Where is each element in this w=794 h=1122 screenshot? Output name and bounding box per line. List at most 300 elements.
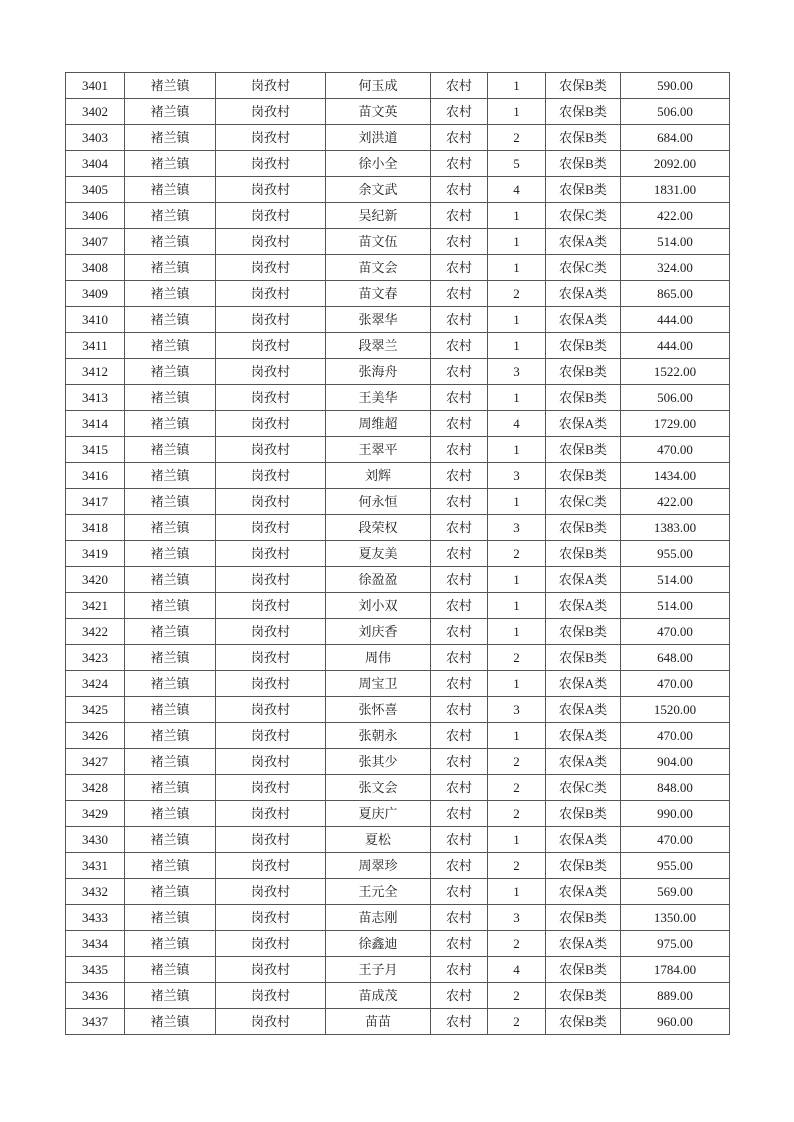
cell-town: 褚兰镇 (125, 853, 216, 879)
cell-village: 岗孜村 (216, 671, 326, 697)
table-row (66, 749, 730, 775)
table-row (66, 359, 730, 385)
cell-amount: 514.00 (621, 567, 730, 593)
cell-amount: 889.00 (621, 983, 730, 1009)
cell-name: 徐鑫迪 (326, 931, 431, 957)
cell-town: 褚兰镇 (125, 437, 216, 463)
cell-insurance_category: 农保B类 (546, 437, 621, 463)
cell-insurance_category: 农保A类 (546, 749, 621, 775)
cell-town: 褚兰镇 (125, 203, 216, 229)
cell-amount: 975.00 (621, 931, 730, 957)
cell-residence_type: 农村 (431, 567, 488, 593)
cell-residence_type: 农村 (431, 541, 488, 567)
cell-village: 岗孜村 (216, 359, 326, 385)
cell-insurance_category: 农保A类 (546, 879, 621, 905)
table-row (66, 567, 730, 593)
cell-residence_type: 农村 (431, 697, 488, 723)
cell-name: 徐盈盈 (326, 567, 431, 593)
cell-serial: 3415 (66, 437, 125, 463)
cell-residence_type: 农村 (431, 619, 488, 645)
cell-town: 褚兰镇 (125, 333, 216, 359)
cell-name: 王元全 (326, 879, 431, 905)
cell-town: 褚兰镇 (125, 73, 216, 99)
cell-serial: 3406 (66, 203, 125, 229)
table-row (66, 931, 730, 957)
cell-name: 苗文会 (326, 255, 431, 281)
cell-name: 苗文春 (326, 281, 431, 307)
cell-amount: 422.00 (621, 203, 730, 229)
cell-town: 褚兰镇 (125, 99, 216, 125)
cell-amount: 1350.00 (621, 905, 730, 931)
cell-amount: 1522.00 (621, 359, 730, 385)
cell-person_count: 2 (488, 281, 546, 307)
table-row (66, 99, 730, 125)
cell-serial: 3410 (66, 307, 125, 333)
cell-person_count: 4 (488, 177, 546, 203)
cell-person_count: 2 (488, 749, 546, 775)
cell-amount: 904.00 (621, 749, 730, 775)
cell-residence_type: 农村 (431, 359, 488, 385)
cell-amount: 470.00 (621, 723, 730, 749)
cell-village: 岗孜村 (216, 541, 326, 567)
cell-serial: 3413 (66, 385, 125, 411)
cell-town: 褚兰镇 (125, 957, 216, 983)
cell-serial: 3405 (66, 177, 125, 203)
cell-insurance_category: 农保A类 (546, 307, 621, 333)
cell-village: 岗孜村 (216, 957, 326, 983)
cell-residence_type: 农村 (431, 749, 488, 775)
cell-serial: 3402 (66, 99, 125, 125)
table-row (66, 905, 730, 931)
cell-serial: 3412 (66, 359, 125, 385)
cell-serial: 3433 (66, 905, 125, 931)
table-row (66, 307, 730, 333)
cell-village: 岗孜村 (216, 827, 326, 853)
table-row (66, 1009, 730, 1035)
cell-residence_type: 农村 (431, 203, 488, 229)
cell-village: 岗孜村 (216, 723, 326, 749)
cell-person_count: 1 (488, 593, 546, 619)
cell-amount: 422.00 (621, 489, 730, 515)
cell-serial: 3419 (66, 541, 125, 567)
cell-person_count: 2 (488, 801, 546, 827)
cell-name: 张其少 (326, 749, 431, 775)
cell-person_count: 1 (488, 99, 546, 125)
table-row (66, 333, 730, 359)
cell-town: 褚兰镇 (125, 515, 216, 541)
table-row (66, 619, 730, 645)
cell-insurance_category: 农保A类 (546, 593, 621, 619)
cell-person_count: 1 (488, 489, 546, 515)
cell-town: 褚兰镇 (125, 645, 216, 671)
cell-insurance_category: 农保A类 (546, 281, 621, 307)
cell-town: 褚兰镇 (125, 359, 216, 385)
table-row (66, 645, 730, 671)
cell-village: 岗孜村 (216, 489, 326, 515)
cell-insurance_category: 农保A类 (546, 671, 621, 697)
cell-person_count: 1 (488, 307, 546, 333)
cell-residence_type: 农村 (431, 385, 488, 411)
cell-amount: 470.00 (621, 827, 730, 853)
table-row (66, 827, 730, 853)
cell-village: 岗孜村 (216, 567, 326, 593)
cell-town: 褚兰镇 (125, 411, 216, 437)
cell-person_count: 1 (488, 567, 546, 593)
cell-village: 岗孜村 (216, 645, 326, 671)
cell-amount: 1434.00 (621, 463, 730, 489)
cell-insurance_category: 农保B类 (546, 645, 621, 671)
cell-village: 岗孜村 (216, 281, 326, 307)
benefit-roster-table (65, 72, 730, 1035)
table-row (66, 801, 730, 827)
cell-insurance_category: 农保A类 (546, 411, 621, 437)
cell-insurance_category: 农保B类 (546, 801, 621, 827)
cell-town: 褚兰镇 (125, 723, 216, 749)
cell-serial: 3416 (66, 463, 125, 489)
cell-town: 褚兰镇 (125, 775, 216, 801)
cell-residence_type: 农村 (431, 411, 488, 437)
cell-village: 岗孜村 (216, 801, 326, 827)
cell-town: 褚兰镇 (125, 541, 216, 567)
cell-amount: 470.00 (621, 437, 730, 463)
cell-name: 苗文英 (326, 99, 431, 125)
cell-town: 褚兰镇 (125, 801, 216, 827)
cell-insurance_category: 农保A类 (546, 827, 621, 853)
cell-town: 褚兰镇 (125, 593, 216, 619)
cell-name: 周伟 (326, 645, 431, 671)
cell-amount: 470.00 (621, 671, 730, 697)
cell-name: 余文武 (326, 177, 431, 203)
cell-person_count: 4 (488, 957, 546, 983)
cell-insurance_category: 农保B类 (546, 463, 621, 489)
cell-amount: 955.00 (621, 853, 730, 879)
cell-residence_type: 农村 (431, 931, 488, 957)
cell-name: 苗苗 (326, 1009, 431, 1035)
cell-town: 褚兰镇 (125, 281, 216, 307)
cell-village: 岗孜村 (216, 437, 326, 463)
cell-serial: 3424 (66, 671, 125, 697)
cell-residence_type: 农村 (431, 775, 488, 801)
cell-residence_type: 农村 (431, 671, 488, 697)
cell-amount: 1520.00 (621, 697, 730, 723)
cell-person_count: 1 (488, 385, 546, 411)
table-row (66, 203, 730, 229)
cell-person_count: 2 (488, 931, 546, 957)
cell-person_count: 4 (488, 411, 546, 437)
cell-amount: 1729.00 (621, 411, 730, 437)
cell-amount: 2092.00 (621, 151, 730, 177)
table-row (66, 281, 730, 307)
table-row (66, 229, 730, 255)
cell-serial: 3422 (66, 619, 125, 645)
cell-insurance_category: 农保C类 (546, 489, 621, 515)
cell-town: 褚兰镇 (125, 905, 216, 931)
cell-insurance_category: 农保A类 (546, 567, 621, 593)
cell-serial: 3428 (66, 775, 125, 801)
cell-town: 褚兰镇 (125, 619, 216, 645)
cell-serial: 3411 (66, 333, 125, 359)
cell-name: 苗成茂 (326, 983, 431, 1009)
cell-village: 岗孜村 (216, 385, 326, 411)
cell-village: 岗孜村 (216, 177, 326, 203)
cell-name: 夏松 (326, 827, 431, 853)
table-row (66, 697, 730, 723)
cell-insurance_category: 农保B类 (546, 853, 621, 879)
cell-town: 褚兰镇 (125, 671, 216, 697)
cell-name: 刘小双 (326, 593, 431, 619)
cell-serial: 3421 (66, 593, 125, 619)
cell-name: 段翠兰 (326, 333, 431, 359)
table-row (66, 541, 730, 567)
cell-name: 张朝永 (326, 723, 431, 749)
cell-village: 岗孜村 (216, 697, 326, 723)
cell-amount: 648.00 (621, 645, 730, 671)
cell-name: 苗志刚 (326, 905, 431, 931)
cell-insurance_category: 农保B类 (546, 125, 621, 151)
cell-person_count: 5 (488, 151, 546, 177)
cell-town: 褚兰镇 (125, 489, 216, 515)
roster-table-body (66, 73, 730, 1035)
cell-insurance_category: 农保B类 (546, 73, 621, 99)
cell-amount: 324.00 (621, 255, 730, 281)
cell-amount: 955.00 (621, 541, 730, 567)
cell-name: 夏庆广 (326, 801, 431, 827)
cell-person_count: 3 (488, 697, 546, 723)
cell-village: 岗孜村 (216, 255, 326, 281)
cell-residence_type: 农村 (431, 99, 488, 125)
cell-person_count: 3 (488, 359, 546, 385)
cell-town: 褚兰镇 (125, 697, 216, 723)
cell-town: 褚兰镇 (125, 567, 216, 593)
cell-insurance_category: 农保B类 (546, 333, 621, 359)
cell-serial: 3418 (66, 515, 125, 541)
cell-amount: 960.00 (621, 1009, 730, 1035)
cell-insurance_category: 农保A类 (546, 931, 621, 957)
cell-person_count: 1 (488, 879, 546, 905)
cell-residence_type: 农村 (431, 645, 488, 671)
cell-person_count: 1 (488, 437, 546, 463)
table-row (66, 983, 730, 1009)
cell-village: 岗孜村 (216, 931, 326, 957)
cell-residence_type: 农村 (431, 801, 488, 827)
table-row (66, 437, 730, 463)
cell-village: 岗孜村 (216, 619, 326, 645)
cell-person_count: 1 (488, 671, 546, 697)
cell-insurance_category: 农保B类 (546, 99, 621, 125)
cell-residence_type: 农村 (431, 307, 488, 333)
cell-town: 褚兰镇 (125, 827, 216, 853)
cell-village: 岗孜村 (216, 1009, 326, 1035)
cell-name: 张海舟 (326, 359, 431, 385)
cell-serial: 3408 (66, 255, 125, 281)
cell-amount: 514.00 (621, 593, 730, 619)
table-row (66, 489, 730, 515)
cell-town: 褚兰镇 (125, 229, 216, 255)
cell-amount: 684.00 (621, 125, 730, 151)
cell-name: 何永恒 (326, 489, 431, 515)
cell-serial: 3414 (66, 411, 125, 437)
cell-village: 岗孜村 (216, 515, 326, 541)
cell-serial: 3401 (66, 73, 125, 99)
table-row (66, 957, 730, 983)
cell-village: 岗孜村 (216, 749, 326, 775)
cell-name: 王美华 (326, 385, 431, 411)
cell-amount: 990.00 (621, 801, 730, 827)
cell-town: 褚兰镇 (125, 177, 216, 203)
cell-residence_type: 农村 (431, 853, 488, 879)
cell-insurance_category: 农保A类 (546, 697, 621, 723)
table-row (66, 723, 730, 749)
cell-residence_type: 农村 (431, 879, 488, 905)
cell-amount: 865.00 (621, 281, 730, 307)
cell-serial: 3404 (66, 151, 125, 177)
table-row (66, 853, 730, 879)
cell-amount: 514.00 (621, 229, 730, 255)
cell-insurance_category: 农保B类 (546, 957, 621, 983)
cell-person_count: 1 (488, 229, 546, 255)
cell-village: 岗孜村 (216, 307, 326, 333)
cell-insurance_category: 农保C类 (546, 255, 621, 281)
cell-insurance_category: 农保B类 (546, 983, 621, 1009)
cell-insurance_category: 农保B类 (546, 1009, 621, 1035)
cell-village: 岗孜村 (216, 229, 326, 255)
cell-serial: 3407 (66, 229, 125, 255)
cell-person_count: 2 (488, 775, 546, 801)
cell-name: 周翠珍 (326, 853, 431, 879)
cell-person_count: 1 (488, 619, 546, 645)
cell-residence_type: 农村 (431, 125, 488, 151)
cell-residence_type: 农村 (431, 437, 488, 463)
cell-name: 张怀喜 (326, 697, 431, 723)
cell-serial: 3423 (66, 645, 125, 671)
cell-person_count: 1 (488, 723, 546, 749)
cell-person_count: 1 (488, 333, 546, 359)
cell-residence_type: 农村 (431, 73, 488, 99)
cell-village: 岗孜村 (216, 593, 326, 619)
cell-serial: 3403 (66, 125, 125, 151)
cell-name: 徐小全 (326, 151, 431, 177)
cell-village: 岗孜村 (216, 99, 326, 125)
cell-residence_type: 农村 (431, 983, 488, 1009)
cell-serial: 3409 (66, 281, 125, 307)
table-row (66, 151, 730, 177)
cell-amount: 444.00 (621, 333, 730, 359)
cell-residence_type: 农村 (431, 229, 488, 255)
table-row (66, 515, 730, 541)
cell-name: 刘洪道 (326, 125, 431, 151)
cell-residence_type: 农村 (431, 957, 488, 983)
cell-residence_type: 农村 (431, 515, 488, 541)
table-row (66, 775, 730, 801)
cell-amount: 1784.00 (621, 957, 730, 983)
cell-residence_type: 农村 (431, 489, 488, 515)
cell-amount: 506.00 (621, 99, 730, 125)
cell-village: 岗孜村 (216, 853, 326, 879)
cell-serial: 3429 (66, 801, 125, 827)
cell-town: 褚兰镇 (125, 151, 216, 177)
cell-town: 褚兰镇 (125, 1009, 216, 1035)
cell-name: 王翠平 (326, 437, 431, 463)
cell-insurance_category: 农保B类 (546, 541, 621, 567)
cell-town: 褚兰镇 (125, 983, 216, 1009)
cell-serial: 3426 (66, 723, 125, 749)
table-row (66, 879, 730, 905)
cell-insurance_category: 农保B类 (546, 151, 621, 177)
cell-village: 岗孜村 (216, 463, 326, 489)
cell-person_count: 2 (488, 983, 546, 1009)
cell-residence_type: 农村 (431, 151, 488, 177)
cell-serial: 3431 (66, 853, 125, 879)
cell-person_count: 1 (488, 827, 546, 853)
table-row (66, 671, 730, 697)
cell-name: 张文会 (326, 775, 431, 801)
cell-person_count: 2 (488, 541, 546, 567)
cell-name: 苗文伍 (326, 229, 431, 255)
cell-serial: 3437 (66, 1009, 125, 1035)
cell-name: 周维超 (326, 411, 431, 437)
cell-person_count: 2 (488, 1009, 546, 1035)
cell-name: 刘辉 (326, 463, 431, 489)
cell-person_count: 3 (488, 463, 546, 489)
cell-residence_type: 农村 (431, 255, 488, 281)
table-row (66, 463, 730, 489)
cell-serial: 3417 (66, 489, 125, 515)
table-row (66, 385, 730, 411)
cell-residence_type: 农村 (431, 463, 488, 489)
cell-amount: 590.00 (621, 73, 730, 99)
cell-insurance_category: 农保B类 (546, 905, 621, 931)
cell-insurance_category: 农保B类 (546, 177, 621, 203)
cell-residence_type: 农村 (431, 333, 488, 359)
cell-person_count: 3 (488, 905, 546, 931)
cell-village: 岗孜村 (216, 411, 326, 437)
cell-residence_type: 农村 (431, 281, 488, 307)
table-row (66, 73, 730, 99)
cell-person_count: 2 (488, 853, 546, 879)
cell-town: 褚兰镇 (125, 463, 216, 489)
cell-serial: 3432 (66, 879, 125, 905)
cell-name: 吴纪新 (326, 203, 431, 229)
cell-village: 岗孜村 (216, 333, 326, 359)
cell-serial: 3430 (66, 827, 125, 853)
cell-serial: 3435 (66, 957, 125, 983)
cell-town: 褚兰镇 (125, 125, 216, 151)
cell-amount: 1383.00 (621, 515, 730, 541)
cell-village: 岗孜村 (216, 983, 326, 1009)
cell-serial: 3425 (66, 697, 125, 723)
cell-village: 岗孜村 (216, 203, 326, 229)
cell-amount: 1831.00 (621, 177, 730, 203)
cell-person_count: 1 (488, 255, 546, 281)
cell-name: 王子月 (326, 957, 431, 983)
cell-serial: 3420 (66, 567, 125, 593)
cell-person_count: 2 (488, 645, 546, 671)
cell-person_count: 2 (488, 125, 546, 151)
cell-serial: 3427 (66, 749, 125, 775)
cell-residence_type: 农村 (431, 593, 488, 619)
cell-town: 褚兰镇 (125, 255, 216, 281)
cell-village: 岗孜村 (216, 125, 326, 151)
cell-village: 岗孜村 (216, 775, 326, 801)
cell-town: 褚兰镇 (125, 879, 216, 905)
cell-amount: 569.00 (621, 879, 730, 905)
cell-insurance_category: 农保C类 (546, 775, 621, 801)
cell-amount: 506.00 (621, 385, 730, 411)
cell-amount: 444.00 (621, 307, 730, 333)
cell-name: 张翠华 (326, 307, 431, 333)
cell-village: 岗孜村 (216, 73, 326, 99)
cell-person_count: 3 (488, 515, 546, 541)
